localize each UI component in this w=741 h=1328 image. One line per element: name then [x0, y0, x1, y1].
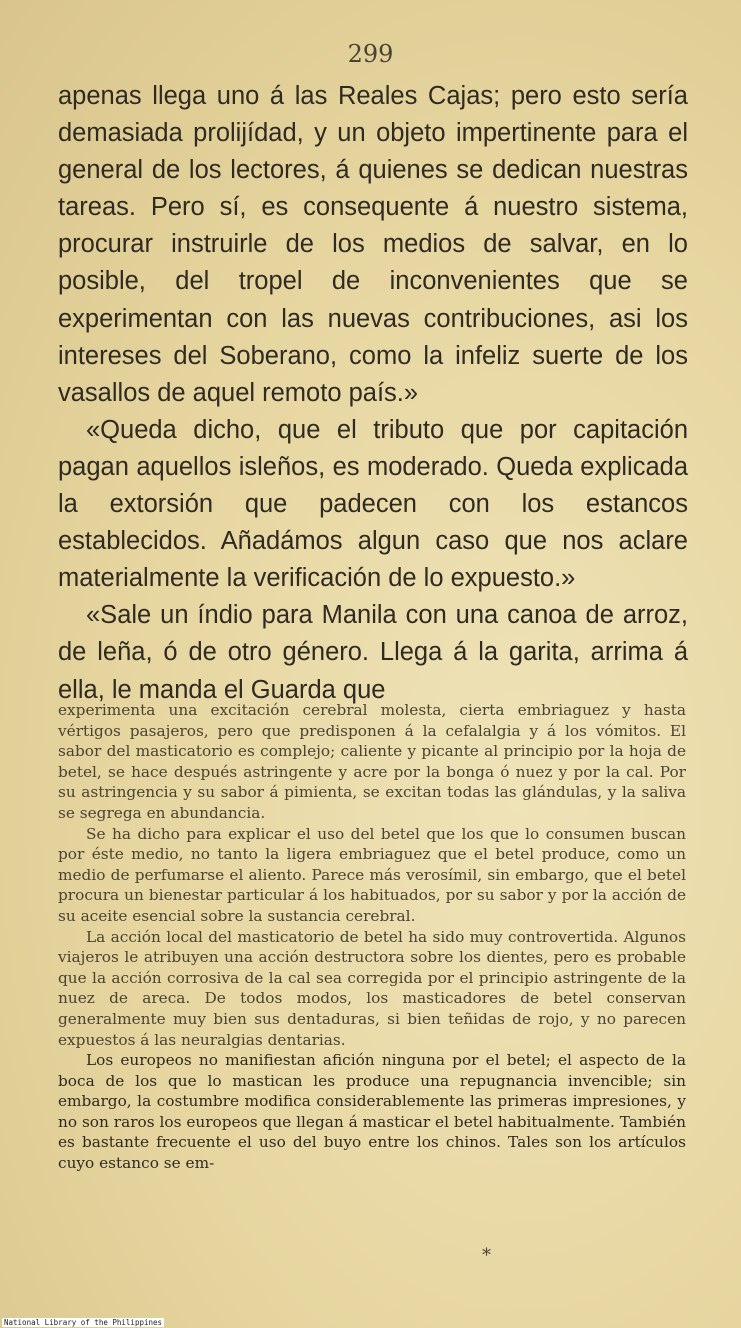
main-paragraph-1: apenas llega uno á las Reales Cajas; pero esto sería demasiada prolijídad, y un objeto impertinente para el general de los lectores, á quienes se dedican nuestras tareas. Pero sí, es consequente á nuestro sistema, procurar instruirle de los medios de salvar, en lo posible, del tropel de inconvenientes que se experimentan con las nuevas contribuciones, asi los intereses del Soberano, como la infeliz suerte de los vasallos de aquel remoto país.»: [58, 82, 688, 407]
library-watermark: National Library of the Philippines: [4, 1318, 163, 1327]
footnote: [58, 700, 686, 1174]
footnote-paragraph-1: experimenta una excitación cerebral molesta, cierta embriaguez y hasta vértigos pasajeros, pero que predisponen á la cefalalgia y á los vómitos. El sabor del masticatorio es complejo; caliente y picante al principio por la hoja de betel, se hace después astringente y acre por la bonga ó nuez y por la cal. Por su astringencia y su sabor á pimienta, se excitan todas las glándulas, y la saliva se segrega en abundancia.: [58, 701, 686, 822]
page-number: 299: [347, 40, 394, 68]
main-paragraph-2: «Queda dicho, que el tributo que por capitación pagan aquellos isleños, es moderado. Queda explicada la extorsión que padecen con los estancos establecidos. Añadámos algun caso que nos aclare materialmente la verificación de lo expuesto.»: [58, 415, 688, 593]
main-text: [58, 78, 688, 709]
signature-mark: *: [482, 1245, 491, 1266]
footnote-paragraph-2: Se ha dicho para explicar el uso del betel que los que lo consumen buscan por éste medio, no tanto la ligera embriaguez que el betel produce, como un medio de perfumarse el aliento. Parece más verosímil, sin embargo, que el betel procura un bienestar particular á los habituados, por su sabor y por la acción de su aceite esencial sobre la sustancia cerebral.: [58, 824, 686, 925]
footnote-paragraph-3: La acción local del masticatorio de betel ha sido muy controvertida. Algunos viajeros le atribuyen una acción destructora sobre los dientes, pero es probable que la acción corrosiva de la cal sea corregida por el principio astringente de la nuez de areca. De todos modos, los masticadores de betel conservan generalmente muy bien sus dentaduras, si bien teñidas de rojo, y no parecen expuestos á las neuralgias dentarias.: [58, 927, 686, 1049]
footnote-paragraph-4: Los europeos no manifiestan afición ninguna por el betel; el aspecto de la boca de los que lo mastican les produce una repugnancia invencible; sin embargo, la costumbre modifica considerablemente las primeras impresiones, y no son raros los europeos que llegan á masticar el betel habitualmente. También es bastante frecuente el uso del buyo entre los chinos. Tales son los artículos cuyo estanco se em-: [58, 1051, 686, 1173]
main-paragraph-3: «Sale un índio para Manila con una canoa de arroz, de leña, ó de otro género. Llega á la garita, arrima á ella, le manda el Guarda que: [58, 601, 688, 704]
